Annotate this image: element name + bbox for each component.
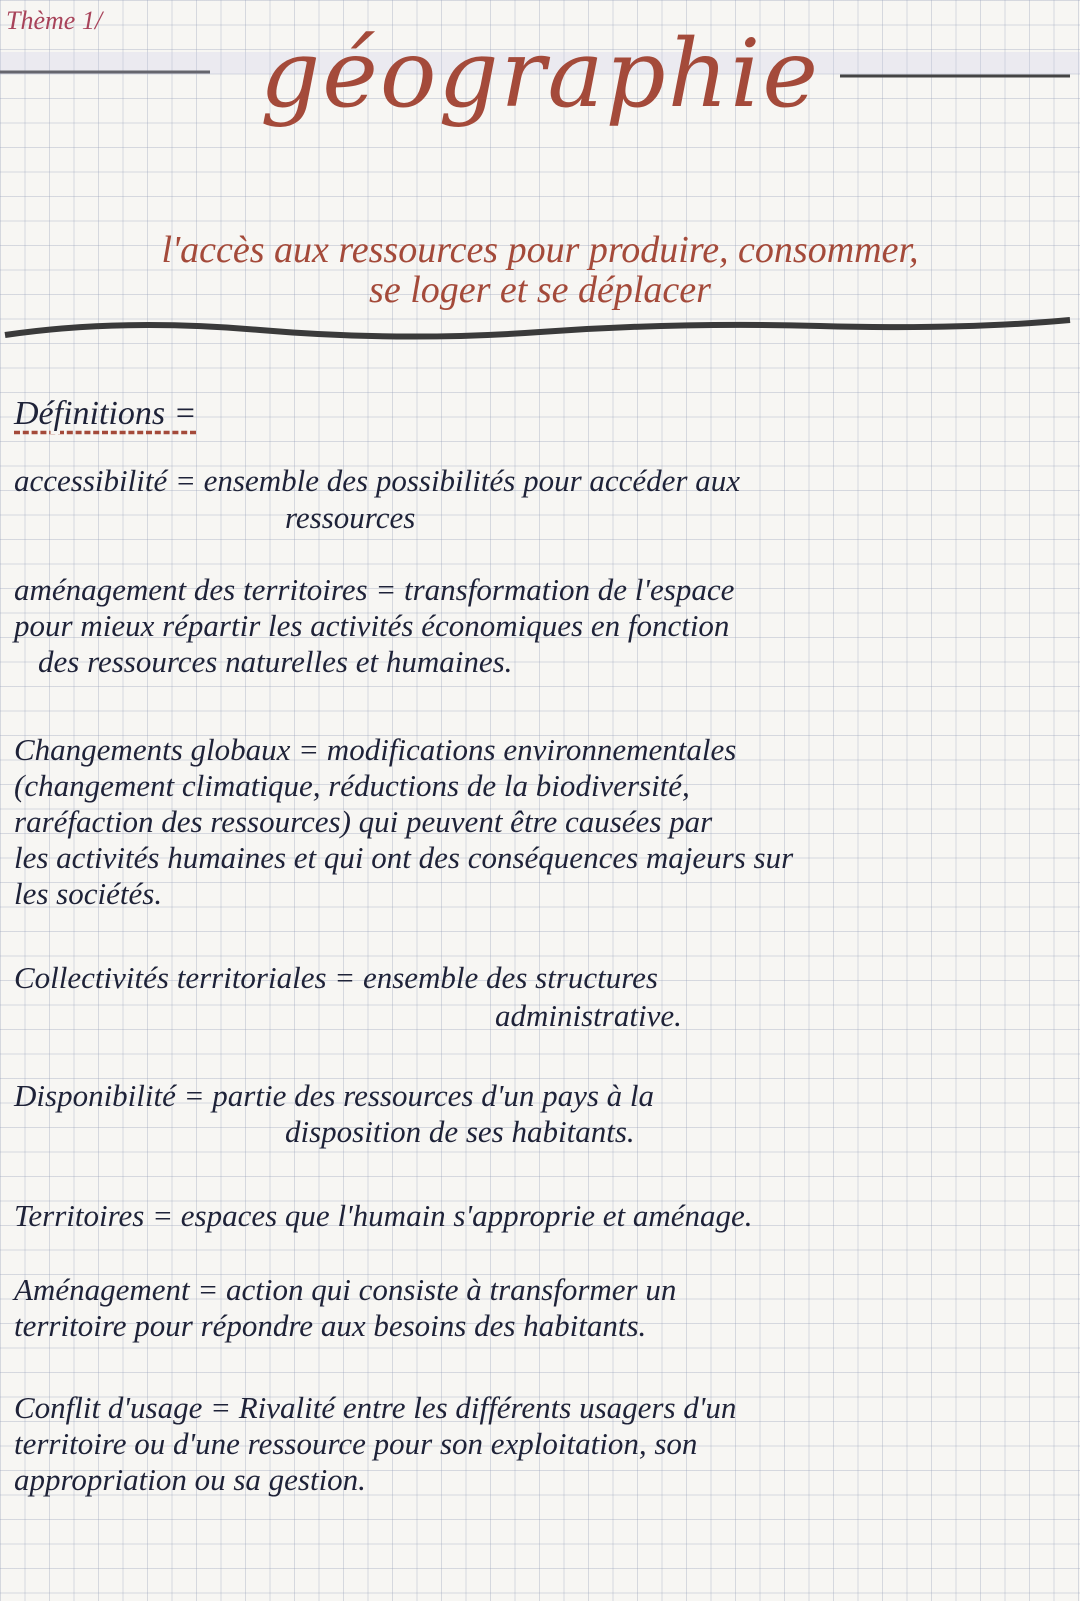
subtitle-line-1: l'accès aux ressources pour produire, consommer,	[161, 229, 919, 271]
subtitle-line-2: se loger et se déplacer	[369, 269, 711, 311]
definition-disponibilite-line-2: disposition de ses habitants.	[285, 1114, 635, 1149]
definition-disponibilite-line-1: Disponibilité = partie des ressources d'un pays à la	[14, 1078, 655, 1113]
definition-accessibilite-line-2: ressources	[285, 500, 416, 535]
definition-amenagement-territoires-line-2: pour mieux répartir les activités économiques en fonction	[14, 608, 730, 643]
page-title: géographie	[260, 20, 820, 129]
definition-changements-globaux-line-3: raréfaction des ressources) qui peuvent être causées par	[14, 804, 713, 839]
definition-conflit-usage-line-2: territoire ou d'une ressource pour son exploitation, son	[14, 1426, 698, 1461]
subtitle-wavy-rule	[5, 320, 1070, 337]
theme-label: Thème 1/	[6, 6, 103, 35]
definition-changements-globaux-line-2: (changement climatique, réductions de la biodiversité,	[14, 768, 690, 803]
definition-accessibilite-line-1: accessibilité = ensemble des possibilités pour accéder aux	[14, 463, 741, 498]
definition-collectivites-line-2: administrative.	[495, 998, 682, 1033]
section-title: Définitions =	[14, 395, 197, 432]
definition-amenagement-line-1: Aménagement = action qui consiste à transformer un	[14, 1272, 677, 1307]
definition-changements-globaux-line-5: les sociétés.	[14, 876, 163, 911]
definition-conflit-usage-line-1: Conflit d'usage = Rivalité entre les différents usagers d'un	[14, 1390, 737, 1425]
definition-collectivites-line-1: Collectivités territoriales = ensemble des structures	[14, 960, 658, 995]
definition-territoires-line-1: Territoires = espaces que l'humain s'approprie et aménage.	[14, 1198, 753, 1233]
definition-amenagement-territoires-line-3: des ressources naturelles et humaines.	[38, 644, 513, 679]
definition-changements-globaux-line-1: Changements globaux = modifications environnementales	[14, 732, 737, 767]
definition-amenagement-territoires-line-1: aménagement des territoires = transformation de l'espace	[14, 572, 735, 607]
definition-conflit-usage-line-3: appropriation ou sa gestion.	[14, 1462, 366, 1497]
definition-amenagement-line-2: territoire pour répondre aux besoins des habitants.	[14, 1308, 647, 1343]
definition-changements-globaux-line-4: les activités humaines et qui ont des conséquences majeurs sur	[14, 840, 794, 875]
